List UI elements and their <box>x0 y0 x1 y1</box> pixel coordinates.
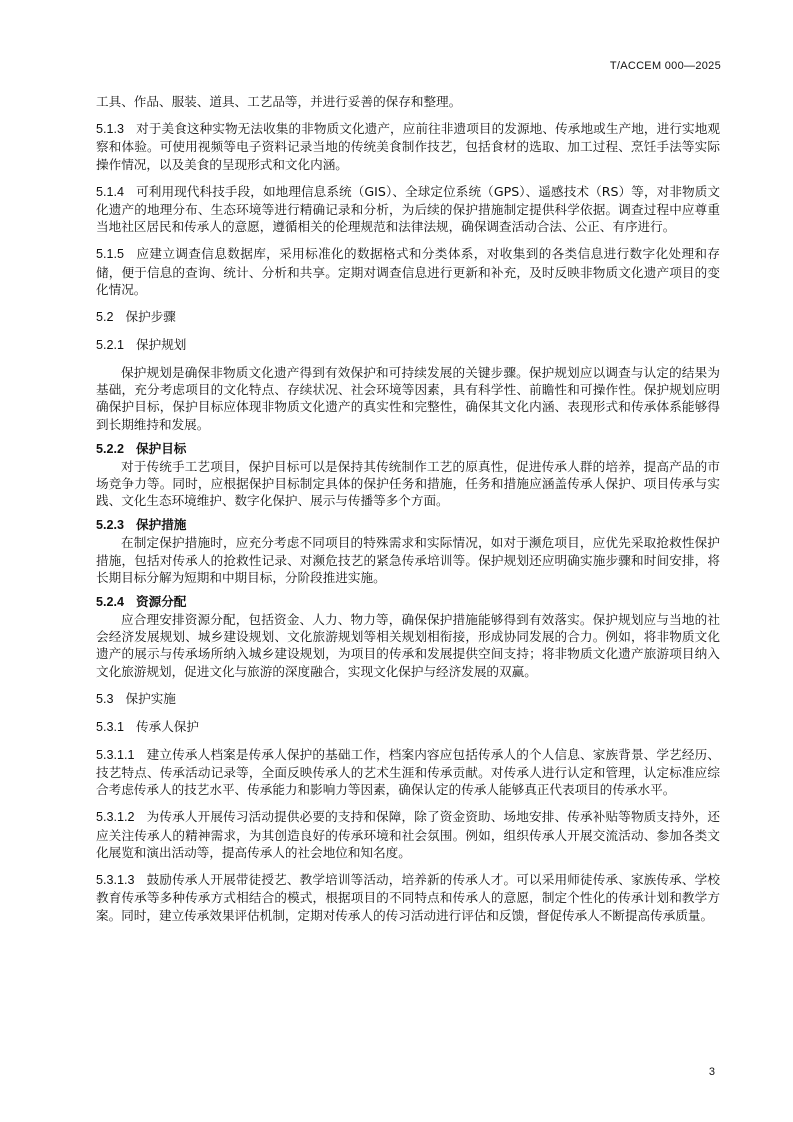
section-title: 传承人保护 <box>136 718 199 734</box>
paragraph-5-2-3: 在制定保护措施时，应充分考虑不同项目的特殊需求和实际情况，如对于濒危项目，应优先采取抢救性保护措施，包括对传承人的抢救性记录、对濒危技艺的紧急传承培训等。保护规划还应明确实施步骤和时间安排，将长期目标分解为短期和中期目标，分阶段推进实施。 <box>96 535 720 585</box>
section-heading-5-3-1 <box>96 718 720 736</box>
clause-5-3-1-2 <box>96 808 720 861</box>
section-number: 5.2 <box>96 310 114 325</box>
section-heading-5-2-4 <box>96 593 720 611</box>
section-title: 保护目标 <box>136 440 187 456</box>
clause-number: 5.3.1.3 <box>96 873 135 888</box>
clause-5-3-1-3 <box>96 871 720 924</box>
paragraph-5-2-1: 保护规划是确保非物质文化遗产得到有效保护和可持续发展的关键步骤。保护规划应以调查与认定的结果为基础，充分考虑项目的文化特点、存续状况、社会环境等因素，具有科学性、前瞻性和可操作性。保护规划应明确保护目标，保护目标应体现非物质文化遗产的真实性和完整性，确保其文化内涵、表现形式和传承体系能够得到长期维持和发展。 <box>96 365 720 432</box>
clause-number: 5.3.1.2 <box>96 810 135 825</box>
section-number: 5.2.2 <box>96 441 125 456</box>
clause-number: 5.1.5 <box>96 247 125 262</box>
section-title: 保护实施 <box>125 690 176 706</box>
page-content <box>96 93 720 924</box>
section-title: 保护步骤 <box>125 309 176 325</box>
section-number: 5.3 <box>96 691 114 706</box>
clause-text: 建立传承人档案是传承人保护的基础工作，档案内容应包括传承人的个人信息、家族背景、学艺经历、技艺特点、传承活动记录等，全面反映传承人的艺术生涯和传承贡献。对传承人进行认定和管理，认定标准应综合考虑传承人的技艺水平、传承能力和影响力等因素，确保认定的传承人能够真正代表项目的传承水平。 <box>96 746 720 798</box>
section-heading-5-2-2 <box>96 440 720 458</box>
document-code: T/ACCEM 000—2025 <box>609 60 721 72</box>
section-heading-5-3 <box>96 690 720 708</box>
section-title: 保护规划 <box>136 337 187 353</box>
section-title: 保护措施 <box>136 517 187 533</box>
section-heading-5-2 <box>96 308 720 326</box>
section-number: 5.2.3 <box>96 518 125 533</box>
clause-5-1-4 <box>96 183 720 236</box>
section-title: 资源分配 <box>136 594 187 610</box>
paragraph-5-2-2: 对于传统手工艺项目，保护目标可以是保持其传统制作工艺的原真性，促进传承人群的培养，提高产品的市场竞争力等。同时，应根据保护目标制定具体的保护任务和措施，任务和措施应涵盖传承人保护、项目传承与实践、文化生态环境维护、数字化保护、展示与传播等多个方面。 <box>96 458 720 509</box>
clause-number: 5.3.1.1 <box>96 747 135 762</box>
clause-5-3-1-1 <box>96 746 720 799</box>
section-heading-5-2-3 <box>96 516 720 534</box>
section-heading-5-2-1 <box>96 336 720 354</box>
clause-text: 可利用现代科技手段，如地理信息系统（GIS）、全球定位系统（GPS）、遥感技术（RS）等，对非物质文化遗产的地理分布、生态环境等进行精确记录和分析，为后续的保护措施制定提供科学依据。调查过程中应尊重当地社区居民和传承人的意愿，遵循相关的伦理规范和法律法规，确保调查活动合法、公正、有序进行。 <box>96 183 720 235</box>
section-number: 5.2.4 <box>96 595 125 610</box>
paragraph-continued: 工具、作品、服装、道具、工艺品等，并进行妥善的保存和整理。 <box>96 94 462 109</box>
clause-text: 应建立调查信息数据库，采用标准化的数据格式和分类体系，对收集到的各类信息进行数字化处理和存储，便于信息的查询、统计、分析和共享。定期对调查信息进行更新和补充，及时反映非物质文化遗产项目的变化情况。 <box>96 246 720 297</box>
section-number: 5.2.1 <box>96 338 125 353</box>
clause-5-1-3 <box>96 120 720 173</box>
clause-text: 鼓励传承人开展带徒授艺、教学培训等活动，培养新的传承人才。可以采用师徒传承、家族传承、学校教育传承等多种传承方式相结合的模式，根据项目的不同特点和传承人的意愿，制定个性化的传承计划和教学方案。同时，建立传承效果评估机制，定期对传承人的传习活动进行评估和反馈，督促传承人不断提高传承质量。 <box>96 872 720 923</box>
clause-number: 5.1.4 <box>96 184 125 199</box>
section-number: 5.3.1 <box>96 719 125 734</box>
paragraph-5-2-4: 应合理安排资源分配，包括资金、人力、物力等，确保保护措施能够得到有效落实。保护规划应与当地的社会经济发展规划、城乡建设规划、文化旅游规划等相关规划相衔接，形成协同发展的合力。例如，将非物质文化遗产的展示与传承场所纳入城乡建设规划，为项目的传承和发展提供空间支持；将非物质文化遗产旅游项目纳入文化旅游规划，促进文化与旅游的深度融合，实现文化保护与经济发展的双赢。 <box>96 612 720 679</box>
clause-text: 为传承人开展传习活动提供必要的支持和保障，除了资金资助、场地安排、传承补贴等物质支持外，还应关注传承人的精神需求，为其创造良好的传承环境和社会氛围。例如，组织传承人开展交流活动、参加各类文化展览和演出活动等，提高传承人的社会地位和知名度。 <box>96 809 720 860</box>
clause-5-1-5 <box>96 245 720 298</box>
clause-text: 对于美食这种实物无法收集的非物质文化遗产，应前往非遗项目的发源地、传承地或生产地，进行实地观察和体验。可使用视频等电子资料记录当地的传统美食制作技艺，包括食材的选取、加工过程、烹饪手法等实际操作情况，以及美食的呈现形式和文化内涵。 <box>96 121 720 172</box>
clause-number: 5.1.3 <box>96 122 125 137</box>
page-number: 3 <box>708 1066 715 1078</box>
